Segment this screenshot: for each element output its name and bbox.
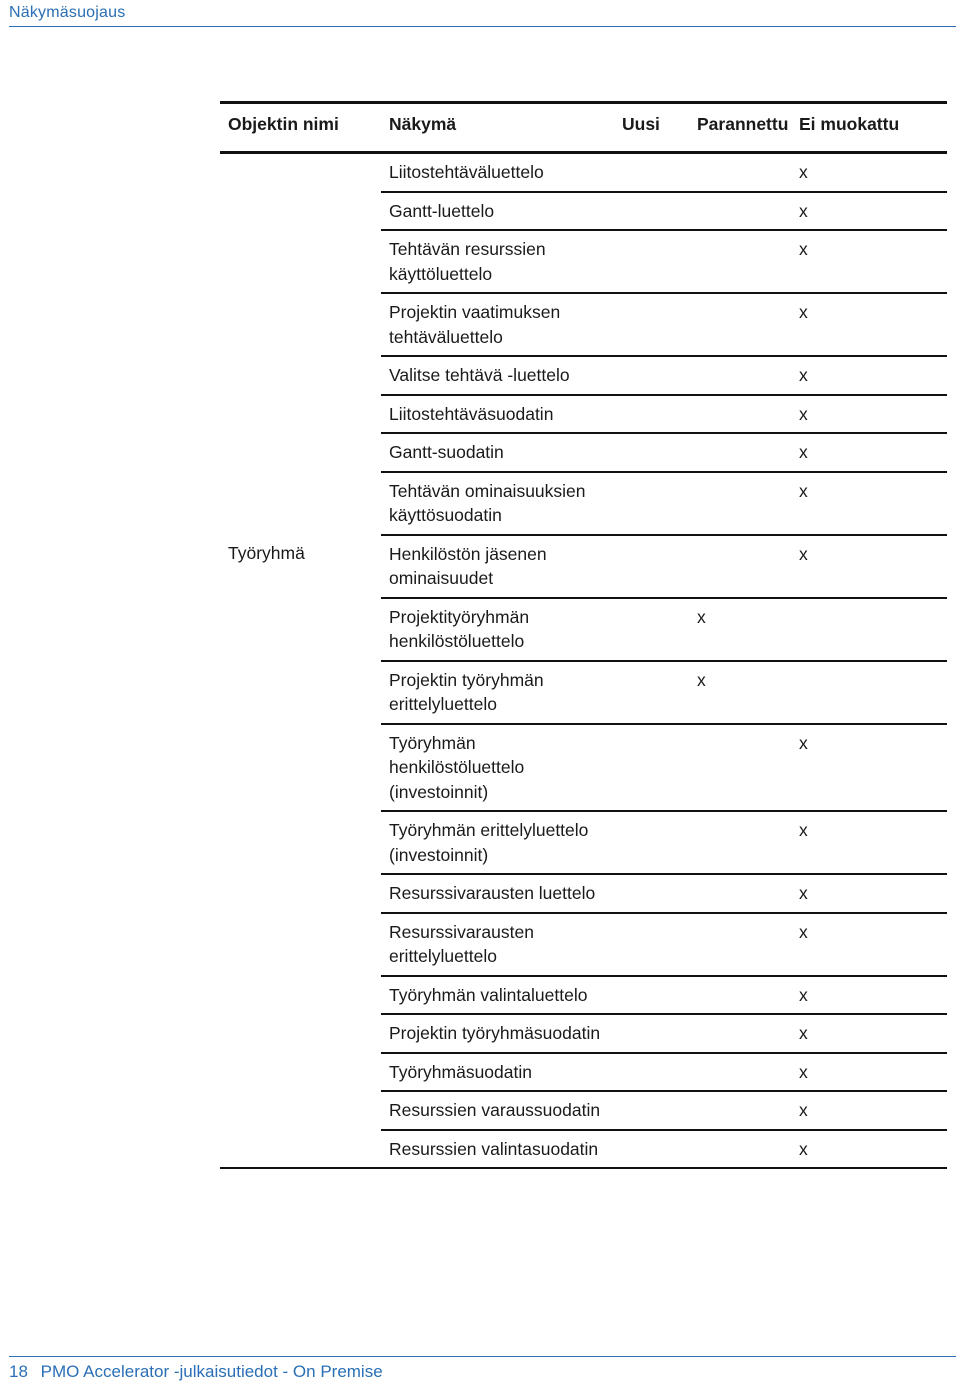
table-row xyxy=(220,230,947,293)
unmodified-mark-cell: x xyxy=(791,976,947,1015)
table-row xyxy=(220,192,947,231)
unmodified-mark-cell: x xyxy=(791,192,947,231)
unmodified-mark-cell: x xyxy=(791,230,947,293)
table-row xyxy=(220,874,947,913)
table-row xyxy=(220,1053,947,1092)
page-header xyxy=(9,4,956,27)
improved-mark-cell xyxy=(689,535,791,598)
view-name-cell: Työryhmän valintaluettelo xyxy=(381,976,614,1015)
view-name-cell: Projektin työryhmäsuodatin xyxy=(381,1014,614,1053)
table-row xyxy=(220,913,947,976)
unmodified-mark-cell: x xyxy=(791,395,947,434)
unmodified-mark-cell xyxy=(791,661,947,724)
new-mark-cell xyxy=(614,433,689,472)
new-mark-cell xyxy=(614,153,689,192)
view-name-cell: Projektin työryhmän erittelyluettelo xyxy=(381,661,614,724)
object-name-cell xyxy=(220,1014,381,1053)
new-mark-cell xyxy=(614,913,689,976)
new-mark-cell xyxy=(614,230,689,293)
object-name-cell xyxy=(220,472,381,535)
table-body xyxy=(220,153,947,1169)
unmodified-mark-cell xyxy=(791,598,947,661)
col-header-object-name: Objektin nimi xyxy=(220,103,381,153)
new-mark-cell xyxy=(614,192,689,231)
improved-mark-cell xyxy=(689,976,791,1015)
object-name-cell: Työryhmä xyxy=(228,542,305,563)
object-name-cell xyxy=(220,192,381,231)
new-mark-cell xyxy=(614,661,689,724)
view-name-cell: Liitostehtäväsuodatin xyxy=(381,395,614,434)
table-row xyxy=(220,535,947,598)
table-row xyxy=(220,811,947,874)
object-name-cell xyxy=(220,874,381,913)
unmodified-mark-cell: x xyxy=(791,1130,947,1169)
improved-mark-cell xyxy=(689,395,791,434)
object-name-cell xyxy=(220,433,381,472)
view-name-cell: Resurssivarausten erittelyluettelo xyxy=(381,913,614,976)
table-row xyxy=(220,661,947,724)
object-name-cell xyxy=(220,1091,381,1130)
object-name-cell xyxy=(220,598,381,661)
improved-mark-cell xyxy=(689,1014,791,1053)
improved-mark-cell xyxy=(689,230,791,293)
improved-mark-cell xyxy=(689,1091,791,1130)
new-mark-cell xyxy=(614,356,689,395)
improved-mark-cell: x xyxy=(689,661,791,724)
unmodified-mark-cell: x xyxy=(791,1053,947,1092)
table-row xyxy=(220,598,947,661)
table-row xyxy=(220,395,947,434)
improved-mark-cell xyxy=(689,153,791,192)
unmodified-mark-cell: x xyxy=(791,153,947,192)
view-name-cell: Työryhmän erittelyluettelo (investoinnit) xyxy=(381,811,614,874)
improved-mark-cell xyxy=(689,811,791,874)
improved-mark-cell xyxy=(689,293,791,356)
new-mark-cell xyxy=(614,874,689,913)
unmodified-mark-cell: x xyxy=(791,1091,947,1130)
view-name-cell: Projektityöryhmän henkilöstöluettelo xyxy=(381,598,614,661)
table-header-row xyxy=(220,103,947,153)
view-name-cell: Gantt-luettelo xyxy=(381,192,614,231)
object-name-cell xyxy=(220,230,381,293)
unmodified-mark-cell: x xyxy=(791,433,947,472)
col-header-new: Uusi xyxy=(614,103,689,153)
improved-mark-cell xyxy=(689,874,791,913)
object-name-cell xyxy=(220,1130,381,1169)
improved-mark-cell: x xyxy=(689,598,791,661)
view-name-cell: Resurssivarausten luettelo xyxy=(381,874,614,913)
page-number: 18 xyxy=(9,1362,28,1381)
new-mark-cell xyxy=(614,1014,689,1053)
table-row xyxy=(220,724,947,812)
object-name-cell xyxy=(220,811,381,874)
new-mark-cell xyxy=(614,293,689,356)
object-name-cell xyxy=(220,913,381,976)
table-row xyxy=(220,1130,947,1169)
new-mark-cell xyxy=(614,724,689,812)
view-name-cell: Henkilöstön jäsenen ominaisuudet xyxy=(381,535,614,598)
unmodified-mark-cell: x xyxy=(791,811,947,874)
table-row xyxy=(220,976,947,1015)
object-name-cell xyxy=(220,395,381,434)
new-mark-cell xyxy=(614,976,689,1015)
unmodified-mark-cell: x xyxy=(791,913,947,976)
object-name-cell xyxy=(220,1053,381,1092)
new-mark-cell xyxy=(614,811,689,874)
col-header-unmodified: Ei muokattu xyxy=(791,103,947,153)
improved-mark-cell xyxy=(689,356,791,395)
object-name-cell xyxy=(220,356,381,395)
unmodified-mark-cell: x xyxy=(791,293,947,356)
object-name-cell xyxy=(220,976,381,1015)
view-name-cell: Tehtävän resurssien käyttöluettelo xyxy=(381,230,614,293)
unmodified-mark-cell: x xyxy=(791,724,947,812)
view-name-cell: Resurssien valintasuodatin xyxy=(381,1130,614,1169)
new-mark-cell xyxy=(614,1130,689,1169)
new-mark-cell xyxy=(614,1091,689,1130)
unmodified-mark-cell: x xyxy=(791,472,947,535)
new-mark-cell xyxy=(614,1053,689,1092)
object-name-cell xyxy=(220,724,381,812)
view-name-cell: Projektin vaatimuksen tehtäväluettelo xyxy=(381,293,614,356)
table-row xyxy=(220,1091,947,1130)
view-name-cell: Tehtävän ominaisuuksien käyttösuodatin xyxy=(381,472,614,535)
object-name-cell xyxy=(220,153,381,192)
table-row xyxy=(220,153,947,192)
view-name-cell: Työryhmäsuodatin xyxy=(381,1053,614,1092)
unmodified-mark-cell: x xyxy=(791,356,947,395)
col-header-improved: Parannettu xyxy=(689,103,791,153)
table-row xyxy=(220,293,947,356)
improved-mark-cell xyxy=(689,1053,791,1092)
object-name-cell xyxy=(220,293,381,356)
new-mark-cell xyxy=(614,535,689,598)
section-title: Näkymäsuojaus xyxy=(9,4,126,21)
page-footer xyxy=(9,1356,956,1382)
table-row xyxy=(220,433,947,472)
improved-mark-cell xyxy=(689,913,791,976)
improved-mark-cell xyxy=(689,472,791,535)
improved-mark-cell xyxy=(689,433,791,472)
col-header-view: Näkymä xyxy=(381,103,614,153)
unmodified-mark-cell: x xyxy=(791,1014,947,1053)
view-name-cell: Työryhmän henkilöstöluettelo (investoinnit) xyxy=(381,724,614,812)
improved-mark-cell xyxy=(689,192,791,231)
table-row xyxy=(220,356,947,395)
view-name-cell: Valitse tehtävä -luettelo xyxy=(381,356,614,395)
view-security-table xyxy=(220,101,947,1169)
object-name-cell xyxy=(220,661,381,724)
new-mark-cell xyxy=(614,598,689,661)
view-name-cell: Resurssien varaussuodatin xyxy=(381,1091,614,1130)
table-row xyxy=(220,1014,947,1053)
document-title: PMO Accelerator -julkaisutiedot - On Premise xyxy=(40,1362,383,1381)
new-mark-cell xyxy=(614,472,689,535)
improved-mark-cell xyxy=(689,724,791,812)
unmodified-mark-cell: x xyxy=(791,535,947,598)
view-name-cell: Gantt-suodatin xyxy=(381,433,614,472)
new-mark-cell xyxy=(614,395,689,434)
view-name-cell: Liitostehtäväluettelo xyxy=(381,153,614,192)
improved-mark-cell xyxy=(689,1130,791,1169)
unmodified-mark-cell: x xyxy=(791,874,947,913)
table-row xyxy=(220,472,947,535)
